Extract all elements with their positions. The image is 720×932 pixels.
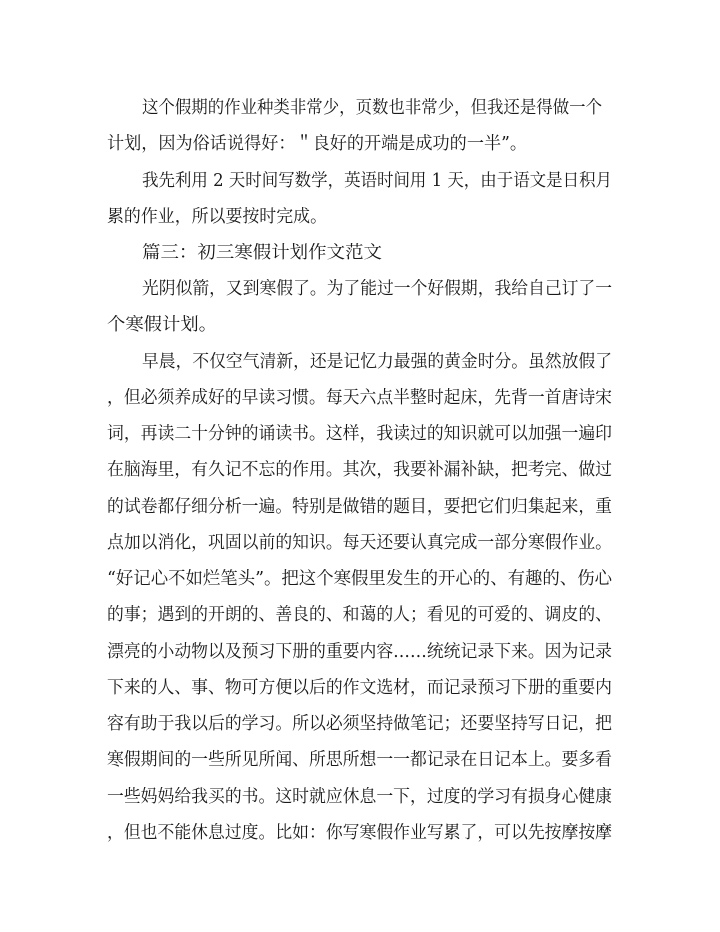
text-line: 光阴似箭，又到寒假了。为了能过一个好假期，我给自己订了一 bbox=[142, 279, 613, 299]
text-line: “好记心不如烂笔头”。把这个寒假里发生的开心的、有趣的、伤心 bbox=[107, 569, 613, 589]
text-line: 点加以消化，巩固以前的知识。每天还要认真完成一部分寒假作业。 bbox=[107, 533, 612, 553]
text-line: 下来的人、事、物可方便以后的作文选材，而记录预习下册的重要内 bbox=[107, 678, 612, 698]
text-line: 词，再读二十分钟的诵读书。这样，我读过的知识就可以加强一遍印 bbox=[107, 424, 612, 444]
text-line: 个寒假计划。 bbox=[107, 315, 217, 335]
text-line: 容有助于我以后的学习。所以必须坚持做笔记；还要坚持写日记，把 bbox=[107, 714, 612, 734]
text-line: 的试卷都仔细分析一遍。特别是做错的题目，要把它们归集起来，重 bbox=[107, 497, 612, 517]
text-line: 这个假期的作业种类非常少，页数也非常少，但我还是得做一个 bbox=[142, 98, 603, 118]
text-line: 累的作业，所以要按时完成。 bbox=[107, 207, 327, 227]
text-line: 计划，因为俗话说得好：＂良好的开端是成功的一半”。 bbox=[107, 134, 527, 154]
text-line: 在脑海里，有久记不忘的作用。其次，我要补漏补缺，把考完、做过 bbox=[107, 460, 612, 480]
section-heading: 篇三：初三寒假计划作文范文 bbox=[142, 243, 382, 263]
text-line: ，但也不能休息过度。比如：你写寒假作业写累了，可以先按摩按摩 bbox=[107, 823, 612, 843]
text-line: 漂亮的小动物以及预习下册的重要内容……统统记录下来。因为记录 bbox=[107, 642, 612, 662]
text-line: ，但必须养成好的早读习惯。每天六点半整时起床，先背一首唐诗宋 bbox=[107, 388, 612, 408]
text-line: 早晨，不仅空气清新，还是记忆力最强的黄金时分。虽然放假了 bbox=[142, 352, 613, 372]
text-line: 的事；遇到的开朗的、善良的、和蔼的人；看见的可爱的、调皮的、 bbox=[107, 605, 612, 625]
text-line: 寒假期间的一些所见所闻、所思所想一一都记录在日记本上。要多看 bbox=[107, 750, 612, 770]
text-line: 一些妈妈给我买的书。这时就应休息一下，过度的学习有损身心健康 bbox=[107, 787, 612, 807]
text-line: 我先利用 2 天时间写数学，英语时间用 1 天，由于语文是日积月 bbox=[142, 171, 613, 191]
